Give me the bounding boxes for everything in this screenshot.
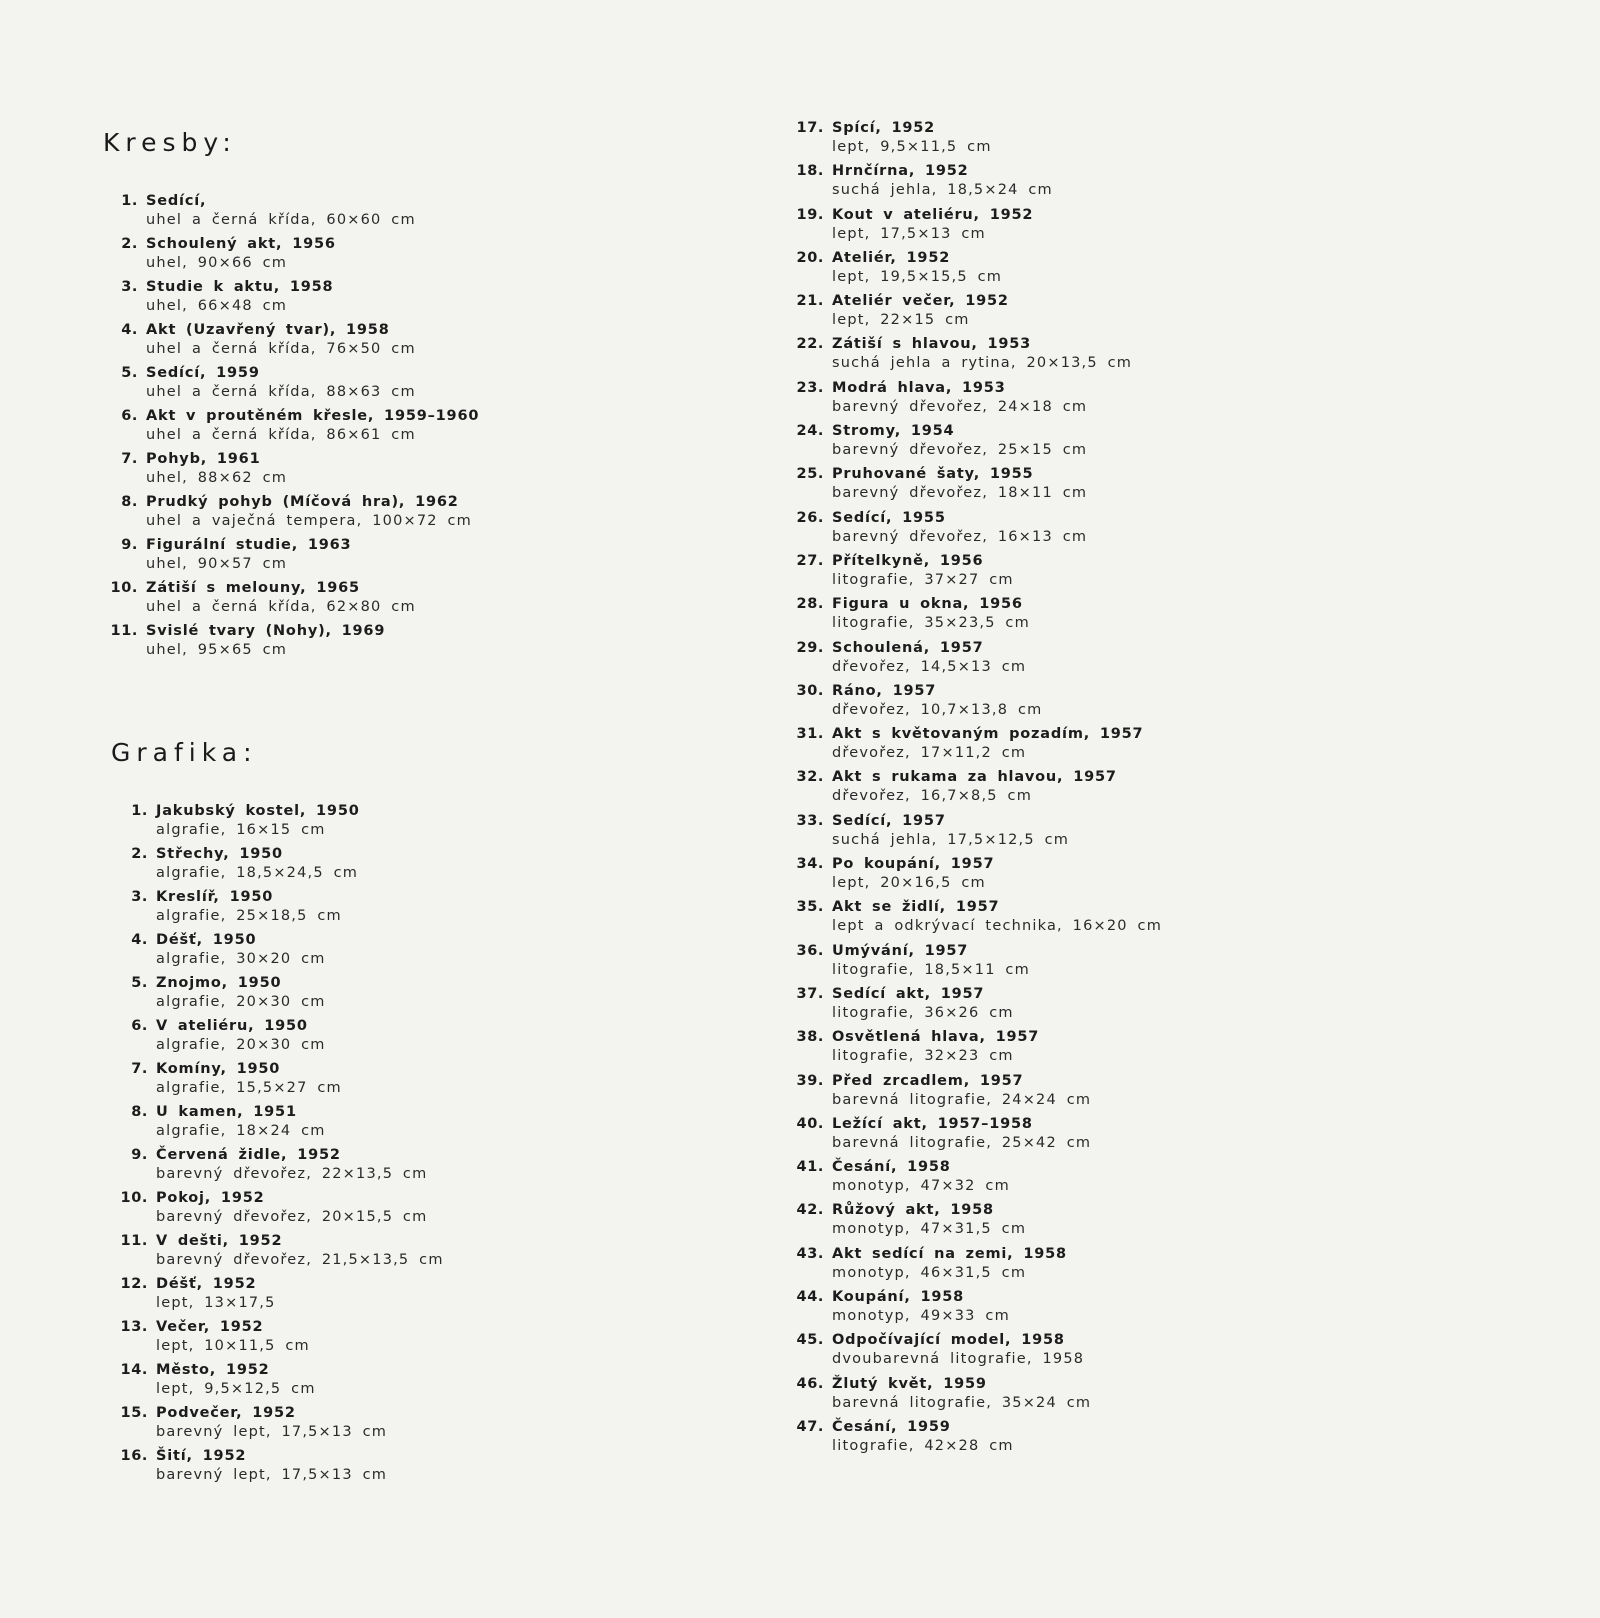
entry-number: 41.: [796, 1159, 824, 1176]
catalog-entry: [104, 365, 524, 408]
entry-detail: litografie, 36×26 cm: [832, 1004, 1014, 1021]
entry-number: 8.: [131, 1104, 148, 1120]
catalog-entry: [104, 193, 524, 236]
catalog-entry: [790, 1289, 1210, 1332]
entry-title: Zátiší s melouny, 1965: [146, 580, 360, 596]
entry-number: 10.: [110, 580, 138, 596]
entry-number: 7.: [131, 1061, 148, 1077]
entry-number: 1.: [131, 803, 148, 819]
entry-number: 34.: [796, 856, 824, 873]
entry-detail: uhel, 90×57 cm: [146, 556, 288, 572]
entry-title: Česání, 1959: [832, 1418, 951, 1435]
entry-title: Ateliér, 1952: [832, 249, 951, 266]
entry-detail: dřevořez, 16,7×8,5 cm: [832, 788, 1033, 805]
catalog-entry: [790, 250, 1210, 293]
catalog-entry: [790, 1029, 1210, 1072]
entry-detail: uhel a černá křída, 62×80 cm: [146, 599, 416, 615]
entry-title: Akt sedící na zemi, 1958: [832, 1245, 1067, 1262]
entry-number: 26.: [796, 509, 824, 526]
catalog-entry: [104, 537, 524, 580]
entry-title: Umývání, 1957: [832, 942, 969, 959]
entry-detail: dřevořez, 17×11,2 cm: [832, 745, 1027, 762]
catalog-entry: [790, 1376, 1210, 1419]
catalog-entry: [790, 640, 1210, 683]
entry-number: 44.: [796, 1289, 824, 1306]
catalog-entry: [114, 1405, 534, 1448]
entry-detail: uhel a černá křída, 76×50 cm: [146, 341, 416, 357]
catalog-entry: [104, 279, 524, 322]
entry-title: V dešti, 1952: [156, 1233, 283, 1249]
entry-number: 6.: [121, 408, 138, 424]
catalog-entry: [790, 1202, 1210, 1245]
entry-title: Sedící akt, 1957: [832, 985, 985, 1002]
entry-number: 43.: [796, 1245, 824, 1262]
entry-detail: monotyp, 49×33 cm: [832, 1308, 1010, 1325]
catalog-entry: [790, 813, 1210, 856]
entry-number: 36.: [796, 942, 824, 959]
entry-detail: lept a odkrývací technika, 16×20 cm: [832, 918, 1163, 935]
entry-number: 8.: [121, 494, 138, 510]
catalog-entry: [790, 553, 1210, 596]
entry-detail: barevný dřevořez, 16×13 cm: [832, 528, 1088, 545]
entry-detail: lept, 10×11,5 cm: [156, 1338, 310, 1354]
entry-detail: lept, 19,5×15,5 cm: [832, 268, 1003, 285]
entry-detail: litografie, 37×27 cm: [832, 571, 1014, 588]
entry-title: Akt se židlí, 1957: [832, 899, 1000, 916]
catalog-entry: [104, 580, 524, 623]
entry-title: Osvětlená hlava, 1957: [832, 1029, 1040, 1046]
entry-number: 1.: [121, 193, 138, 209]
entry-title: Studie k aktu, 1958: [146, 279, 334, 295]
entry-detail: barevný lept, 17,5×13 cm: [156, 1424, 388, 1440]
entry-detail: uhel a černá křída, 86×61 cm: [146, 427, 416, 443]
entry-detail: monotyp, 47×31,5 cm: [832, 1221, 1027, 1238]
grafika-list-continued: [790, 120, 1210, 1462]
entry-number: 45.: [796, 1332, 824, 1349]
catalog-entry: [790, 1116, 1210, 1159]
entry-detail: algrafie, 18×24 cm: [156, 1123, 326, 1139]
entry-number: 12.: [120, 1276, 148, 1292]
entry-number: 27.: [796, 552, 824, 569]
entry-number: 13.: [120, 1319, 148, 1335]
entry-number: 14.: [120, 1362, 148, 1378]
entry-detail: algrafie, 15,5×27 cm: [156, 1080, 342, 1096]
catalog-entry: [114, 1061, 534, 1104]
entry-number: 20.: [796, 249, 824, 266]
entry-title: Přítelkyně, 1956: [832, 552, 984, 569]
entry-number: 2.: [131, 846, 148, 862]
entry-title: Podvečer, 1952: [156, 1405, 296, 1421]
entry-title: Koupání, 1958: [832, 1289, 965, 1306]
entry-detail: litografie, 42×28 cm: [832, 1437, 1014, 1454]
entry-number: 38.: [796, 1029, 824, 1046]
catalog-entry: [104, 236, 524, 279]
entry-number: 16.: [120, 1448, 148, 1464]
entry-title: Česání, 1958: [832, 1159, 951, 1176]
entry-detail: algrafie, 16×15 cm: [156, 822, 326, 838]
entry-detail: suchá jehla, 17,5×12,5 cm: [832, 831, 1070, 848]
entry-number: 24.: [796, 423, 824, 440]
entry-number: 39.: [796, 1072, 824, 1089]
entry-detail: uhel, 66×48 cm: [146, 298, 288, 314]
entry-title: Odpočívající model, 1958: [832, 1332, 1065, 1349]
entry-number: 30.: [796, 682, 824, 699]
entry-title: Znojmo, 1950: [156, 975, 282, 991]
entry-detail: barevná litografie, 35×24 cm: [832, 1394, 1092, 1411]
catalog-entry: [790, 899, 1210, 942]
entry-detail: litografie, 18,5×11 cm: [832, 961, 1030, 978]
catalog-entry: [790, 1159, 1210, 1202]
catalog-entry: [104, 623, 524, 666]
catalog-entry: [114, 1190, 534, 1233]
catalog-entry: [790, 120, 1210, 163]
entry-number: 32.: [796, 769, 824, 786]
catalog-entry: [790, 423, 1210, 466]
entry-number: 7.: [121, 451, 138, 467]
catalog-entry: [790, 207, 1210, 250]
entry-title: Pokoj, 1952: [156, 1190, 265, 1206]
entry-detail: suchá jehla a rytina, 20×13,5 cm: [832, 355, 1133, 372]
catalog-entry: [790, 163, 1210, 206]
entry-detail: dvoubarevná litografie, 1958: [832, 1351, 1085, 1368]
entry-detail: uhel a černá křída, 60×60 cm: [146, 212, 416, 228]
grafika-list: [114, 803, 534, 1491]
catalog-entry: [104, 451, 524, 494]
entry-number: 40.: [796, 1115, 824, 1132]
entry-title: Město, 1952: [156, 1362, 270, 1378]
entry-number: 11.: [110, 623, 138, 639]
entry-detail: barevná litografie, 25×42 cm: [832, 1134, 1092, 1151]
entry-number: 17.: [796, 120, 824, 136]
entry-number: 23.: [796, 379, 824, 396]
entry-detail: lept, 13×17,5: [156, 1295, 276, 1311]
catalog-entry: [790, 380, 1210, 423]
entry-title: V ateliéru, 1950: [156, 1018, 308, 1034]
entry-title: Červená židle, 1952: [156, 1147, 341, 1163]
catalog-entry: [790, 1246, 1210, 1289]
entry-number: 31.: [796, 726, 824, 743]
entry-title: Sedící, 1955: [832, 509, 946, 526]
entry-number: 5.: [121, 365, 138, 381]
entry-number: 2.: [121, 236, 138, 252]
entry-detail: barevný lept, 17,5×13 cm: [156, 1467, 388, 1483]
catalog-entry: [790, 726, 1210, 769]
catalog-entry: [790, 510, 1210, 553]
catalog-entry: [790, 1073, 1210, 1116]
kresby-heading: Kresby:: [103, 128, 237, 157]
catalog-entry: [114, 1276, 534, 1319]
entry-title: Svislé tvary (Nohy), 1969: [146, 623, 386, 639]
entry-number: 28.: [796, 596, 824, 613]
entry-number: 3.: [131, 889, 148, 905]
entry-detail: barevný dřevořez, 21,5×13,5 cm: [156, 1252, 444, 1268]
entry-number: 42.: [796, 1202, 824, 1219]
entry-number: 3.: [121, 279, 138, 295]
entry-number: 4.: [131, 932, 148, 948]
entry-number: 6.: [131, 1018, 148, 1034]
entry-detail: lept, 20×16,5 cm: [832, 875, 986, 892]
entry-detail: barevný dřevořez, 25×15 cm: [832, 442, 1088, 459]
entry-title: Kreslíř, 1950: [156, 889, 274, 905]
catalog-entry: [790, 856, 1210, 899]
entry-detail: barevný dřevořez, 24×18 cm: [832, 398, 1088, 415]
entry-number: 15.: [120, 1405, 148, 1421]
entry-number: 25.: [796, 466, 824, 483]
entry-detail: algrafie, 25×18,5 cm: [156, 908, 342, 924]
catalog-entry: [790, 943, 1210, 986]
entry-detail: dřevořez, 10,7×13,8 cm: [832, 701, 1043, 718]
entry-number: 22.: [796, 336, 824, 353]
catalog-entry: [114, 1147, 534, 1190]
catalog-entry: [104, 408, 524, 451]
entry-title: Zátiší s hlavou, 1953: [832, 336, 1032, 353]
entry-title: Figurální studie, 1963: [146, 537, 352, 553]
entry-detail: lept, 9,5×11,5 cm: [832, 139, 992, 155]
catalog-entry: [790, 769, 1210, 812]
grafika-heading: Grafika:: [111, 738, 258, 767]
catalog-entry: [790, 1419, 1210, 1462]
entry-detail: litografie, 35×23,5 cm: [832, 615, 1030, 632]
entry-title: Pohyb, 1961: [146, 451, 261, 467]
catalog-entry: [790, 293, 1210, 336]
catalog-entry: [114, 1448, 534, 1491]
catalog-entry: [790, 1332, 1210, 1375]
entry-title: Modrá hlava, 1953: [832, 379, 1006, 396]
entry-detail: litografie, 32×23 cm: [832, 1048, 1014, 1065]
entry-title: Ateliér večer, 1952: [832, 293, 1009, 310]
entry-number: 10.: [120, 1190, 148, 1206]
catalog-entry: [114, 1233, 534, 1276]
entry-title: Sedící, 1959: [146, 365, 260, 381]
entry-number: 29.: [796, 639, 824, 656]
entry-title: Žlutý květ, 1959: [832, 1375, 987, 1392]
entry-number: 37.: [796, 985, 824, 1002]
catalog-entry: [114, 1362, 534, 1405]
entry-title: Ráno, 1957: [832, 682, 937, 699]
entry-detail: lept, 22×15 cm: [832, 312, 970, 329]
entry-detail: algrafie, 20×30 cm: [156, 994, 326, 1010]
entry-title: Ležící akt, 1957–1958: [832, 1115, 1033, 1132]
entry-title: Sedící,: [146, 193, 207, 209]
catalog-entry: [104, 494, 524, 537]
entry-title: U kamen, 1951: [156, 1104, 297, 1120]
entry-number: 9.: [121, 537, 138, 553]
entry-detail: uhel a vaječná tempera, 100×72 cm: [146, 513, 473, 529]
entry-number: 47.: [796, 1418, 824, 1435]
entry-title: Po koupání, 1957: [832, 856, 995, 873]
entry-number: 4.: [121, 322, 138, 338]
entry-number: 46.: [796, 1375, 824, 1392]
entry-title: Spící, 1952: [832, 120, 936, 136]
entry-detail: algrafie, 18,5×24,5 cm: [156, 865, 359, 881]
entry-detail: uhel, 95×65 cm: [146, 642, 288, 658]
entry-title: Před zrcadlem, 1957: [832, 1072, 1024, 1089]
entry-detail: barevný dřevořez, 22×13,5 cm: [156, 1166, 428, 1182]
entry-number: 19.: [796, 206, 824, 223]
entry-title: Šití, 1952: [156, 1448, 247, 1464]
catalog-entry: [114, 889, 534, 932]
entry-detail: suchá jehla, 18,5×24 cm: [832, 182, 1053, 199]
entry-detail: barevný dřevořez, 18×11 cm: [832, 485, 1088, 502]
catalog-entry: [790, 683, 1210, 726]
catalog-entry: [114, 1018, 534, 1061]
catalog-entry: [114, 846, 534, 889]
entry-title: Schoulená, 1957: [832, 639, 984, 656]
kresby-list: [104, 193, 524, 666]
entry-title: Sedící, 1957: [832, 812, 946, 829]
entry-detail: lept, 17,5×13 cm: [832, 225, 986, 242]
entry-detail: uhel, 90×66 cm: [146, 255, 288, 271]
entry-detail: barevná litografie, 24×24 cm: [832, 1091, 1092, 1108]
entry-number: 5.: [131, 975, 148, 991]
entry-number: 11.: [120, 1233, 148, 1249]
entry-detail: barevný dřevořez, 20×15,5 cm: [156, 1209, 428, 1225]
catalog-entry: [114, 1104, 534, 1147]
catalog-entry: [114, 1319, 534, 1362]
entry-title: Prudký pohyb (Míčová hra), 1962: [146, 494, 459, 510]
entry-title: Déšť, 1950: [156, 932, 257, 948]
entry-title: Jakubský kostel, 1950: [156, 803, 360, 819]
entry-number: 21.: [796, 293, 824, 310]
entry-number: 35.: [796, 899, 824, 916]
catalog-entry: [114, 932, 534, 975]
entry-detail: lept, 9,5×12,5 cm: [156, 1381, 316, 1397]
entry-detail: monotyp, 47×32 cm: [832, 1178, 1010, 1195]
entry-title: Akt s rukama za hlavou, 1957: [832, 769, 1117, 786]
entry-detail: algrafie, 30×20 cm: [156, 951, 326, 967]
entry-number: 18.: [796, 163, 824, 180]
catalog-entry: [114, 803, 534, 846]
entry-title: Figura u okna, 1956: [832, 596, 1023, 613]
entry-title: Komíny, 1950: [156, 1061, 281, 1077]
entry-title: Večer, 1952: [156, 1319, 264, 1335]
entry-detail: uhel, 88×62 cm: [146, 470, 288, 486]
entry-title: Stromy, 1954: [832, 423, 955, 440]
entry-title: Akt v proutěném křesle, 1959–1960: [146, 408, 480, 424]
entry-number: 9.: [131, 1147, 148, 1163]
entry-title: Růžový akt, 1958: [832, 1202, 994, 1219]
catalog-entry: [114, 975, 534, 1018]
entry-title: Kout v ateliéru, 1952: [832, 206, 1034, 223]
entry-detail: uhel a černá křída, 88×63 cm: [146, 384, 416, 400]
catalog-entry: [790, 336, 1210, 379]
entry-title: Střechy, 1950: [156, 846, 283, 862]
catalog-entry: [104, 322, 524, 365]
entry-number: 33.: [796, 812, 824, 829]
catalog-entry: [790, 986, 1210, 1029]
entry-title: Hrnčírna, 1952: [832, 163, 969, 180]
entry-title: Schoulený akt, 1956: [146, 236, 336, 252]
entry-title: Pruhované šaty, 1955: [832, 466, 1034, 483]
entry-title: Déšť, 1952: [156, 1276, 257, 1292]
entry-detail: monotyp, 46×31,5 cm: [832, 1264, 1027, 1281]
catalog-entry: [790, 466, 1210, 509]
entry-title: Akt (Uzavřený tvar), 1958: [146, 322, 390, 338]
catalog-entry: [790, 596, 1210, 639]
entry-title: Akt s květovaným pozadím, 1957: [832, 726, 1144, 743]
entry-detail: algrafie, 20×30 cm: [156, 1037, 326, 1053]
entry-detail: dřevořez, 14,5×13 cm: [832, 658, 1027, 675]
